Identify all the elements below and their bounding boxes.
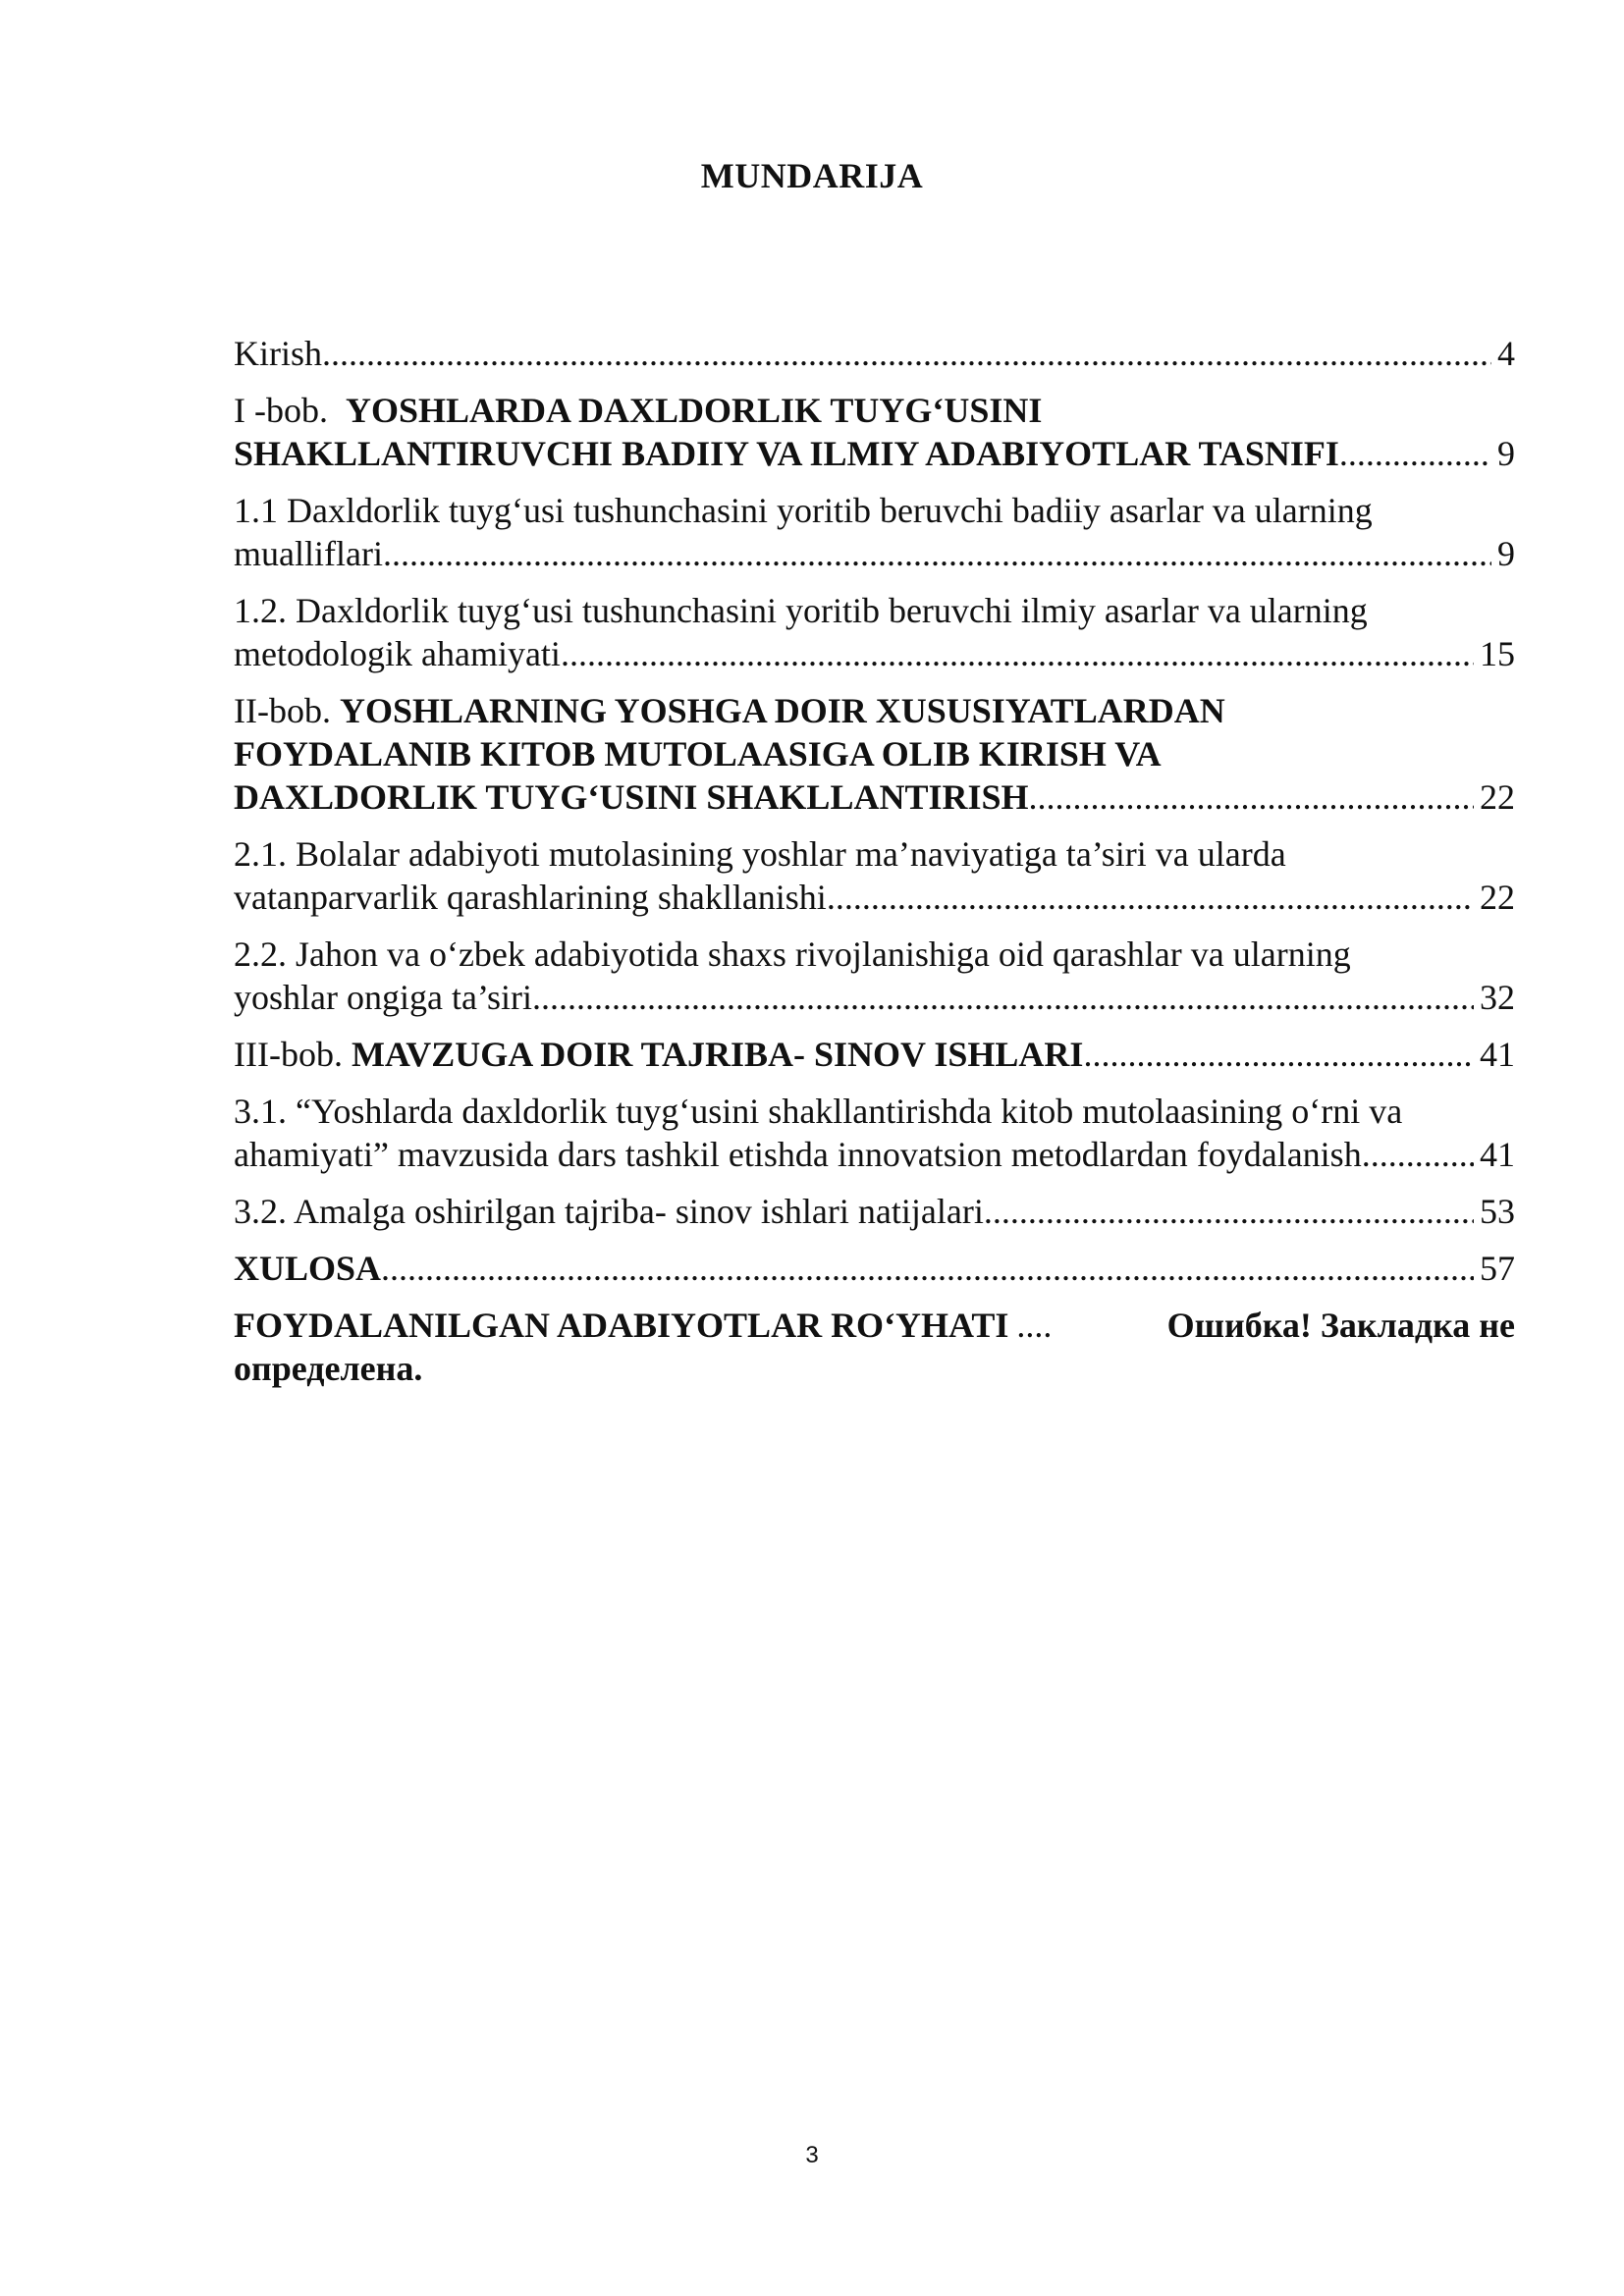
toc-entry-chapter-2[interactable] (234, 689, 1515, 819)
toc-entry-section-2-1[interactable] (234, 832, 1515, 919)
toc-entry-section-3-1[interactable] (234, 1090, 1515, 1176)
page-number: 3 (805, 2142, 819, 2168)
toc-page-number: 4 (1497, 334, 1515, 373)
toc-entry-label: XULOSA (234, 1249, 382, 1288)
toc-page-number: 53 (1480, 1192, 1515, 1231)
leader-dots (1362, 1133, 1474, 1176)
toc-entry-kirish[interactable] (234, 332, 1515, 375)
section-title-line: 1.1 Daxldorlik tuyg‘usi tushunchasini yoritib beruvchi badiiy asarlar va ularning (234, 491, 1373, 530)
section-title-line: metodologik ahamiyati (234, 634, 561, 673)
chapter-title-line: MAVZUGA DOIR TAJRIBA- SINOV ISHLARI (351, 1035, 1084, 1074)
toc-entry-xulosa[interactable] (234, 1247, 1515, 1290)
chapter-title-line: SHAKLLANTIRUVCHI BADIIY VA ILMIY ADABIYOTLAR TASNIFI (234, 434, 1339, 473)
toc-entry-chapter-3[interactable] (234, 1033, 1515, 1076)
leader-dots-short: .... (1016, 1306, 1053, 1345)
leader-dots (827, 876, 1474, 919)
leader-dots (383, 532, 1491, 575)
section-title-line: 1.2. Daxldorlik tuyg‘usi tushunchasini yoritib beruvchi ilmiy asarlar va ularning (234, 591, 1368, 630)
toc-entry-section-2-2[interactable] (234, 933, 1515, 1019)
toc-page-number: 22 (1480, 777, 1515, 817)
leader-dots (322, 332, 1491, 375)
leader-dots (381, 1247, 1474, 1290)
toc-entry-section-1-2[interactable] (234, 589, 1515, 675)
chapter-title-line: FOYDALANIB KITOB MUTOLAASIGA OLIB KIRISH VA (234, 734, 1162, 774)
toc-entry-section-1-1[interactable] (234, 489, 1515, 575)
toc-page-number: 9 (1497, 434, 1515, 473)
leader-dots (561, 632, 1474, 675)
toc-page-number: 32 (1480, 978, 1515, 1017)
leader-dots (1029, 775, 1474, 819)
section-title-line: 2.1. Bolalar adabiyoti mutolasining yoshlar ma’naviyatiga ta’siri va ularda (234, 834, 1286, 874)
section-title-line: 2.2. Jahon va o‘zbek adabiyotida shaxs rivojlanishiga oid qarashlar va ularning (234, 934, 1351, 974)
toc-page-number: 15 (1480, 634, 1515, 673)
chapter-prefix: III-bob. (234, 1035, 343, 1074)
toc-page-number: 57 (1480, 1249, 1515, 1288)
chapter-title-line: YOSHLARNING YOSHGA DOIR XUSUSIYATLARDAN (339, 691, 1225, 730)
section-title-line: 3.2. Amalga oshirilgan tajriba- sinov ishlari natijalari (234, 1192, 984, 1231)
section-title-line: ahamiyati” mavzusida dars tashkil etishda innovatsion metodlardan foydalanish (234, 1135, 1362, 1174)
page-title: MUNDARIJA (700, 156, 924, 195)
toc-page-number: 41 (1480, 1035, 1515, 1074)
bookmark-error-text: определена. (234, 1349, 423, 1388)
chapter-title-line: DAXLDORLIK TUYG‘USINI SHAKLLANTIRISH (234, 777, 1029, 817)
leader-dots (1083, 1033, 1474, 1076)
bookmark-error-text: Ошибка! Закладка не (1166, 1306, 1515, 1345)
table-of-contents (234, 332, 1515, 1404)
toc-page-number: 22 (1480, 878, 1515, 917)
section-title-line: vatanparvarlik qarashlarining shakllanishi (234, 878, 827, 917)
toc-entry-label: FOYDALANILGAN ADABIYOTLAR RO‘YHATI (234, 1306, 1009, 1345)
leader-dots (1339, 432, 1491, 475)
section-title-line: 3.1. “Yoshlarda daxldorlik tuyg‘usini shakllantirishda kitob mutolaasining o‘rni va (234, 1092, 1403, 1131)
leader-dots (984, 1190, 1474, 1233)
chapter-prefix: II-bob. (234, 691, 331, 730)
section-title-line: yoshlar ongiga ta’siri (234, 978, 532, 1017)
leader-dots (532, 976, 1474, 1019)
toc-page-number: 41 (1480, 1135, 1515, 1174)
chapter-prefix: I -bob. (234, 391, 328, 430)
toc-entry-section-3-2[interactable] (234, 1190, 1515, 1233)
toc-page-number: 9 (1497, 534, 1515, 573)
toc-entry-label: Kirish (234, 334, 322, 373)
toc-entry-references[interactable] (234, 1304, 1515, 1390)
chapter-title-line: YOSHLARDA DAXLDORLIK TUYG‘USINI (345, 391, 1043, 430)
section-title-line: mualliflari (234, 534, 383, 573)
toc-entry-chapter-1[interactable] (234, 389, 1515, 475)
